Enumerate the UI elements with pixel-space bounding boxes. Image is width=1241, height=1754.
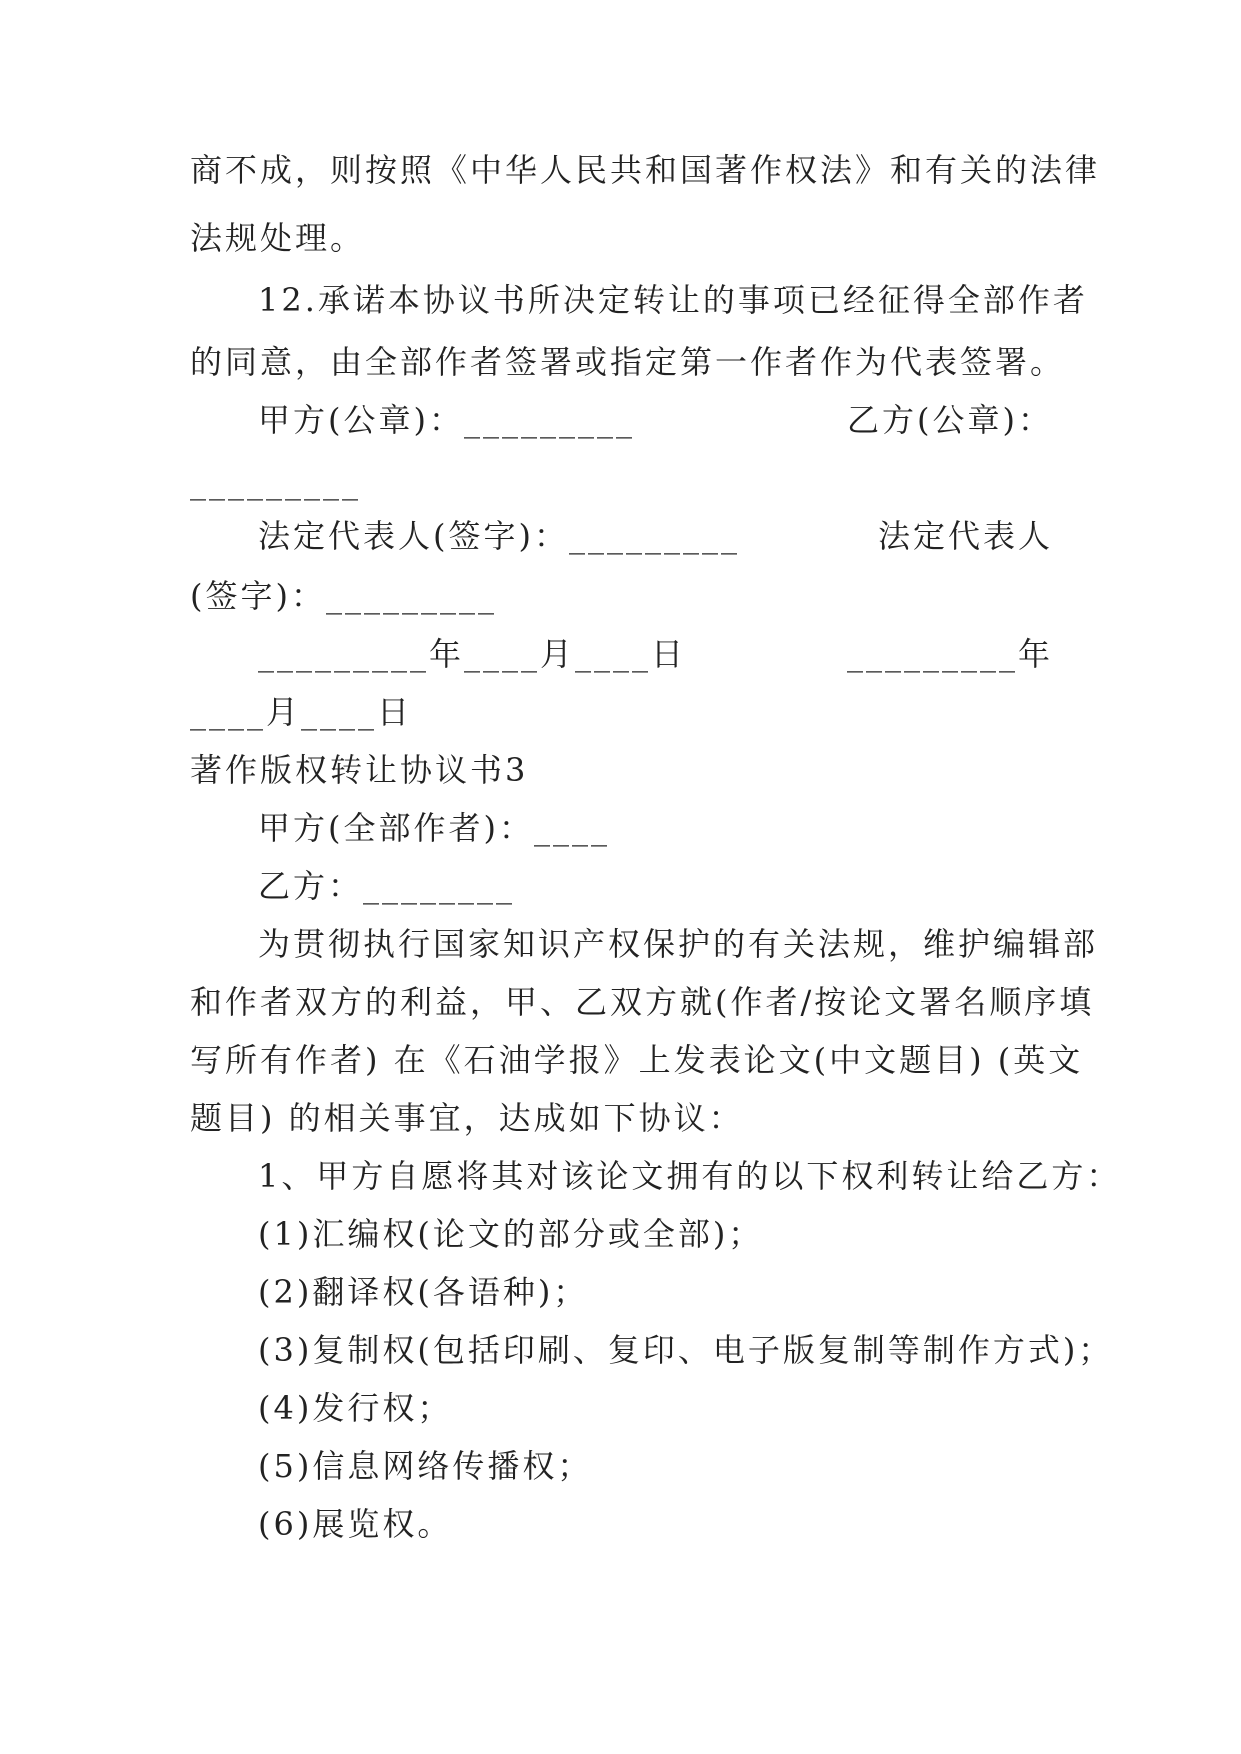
paragraph-line: 的同意，由全部作者签署或指定第一作者作为代表签署。 xyxy=(190,343,1066,381)
intro-paragraph-line: 和作者双方的利益，甲、乙双方就(作者/按论文署名顺序填 xyxy=(190,983,1095,1021)
right-item: (2)翻译权(各语种)； xyxy=(258,1273,589,1311)
right-item: (5)信息网络传播权； xyxy=(258,1447,593,1485)
party-b-signature-line: (签字)：_________ xyxy=(190,577,497,615)
intro-paragraph-line: 写所有作者) 在《石油学报》上发表论文(中文题目) (英文 xyxy=(190,1041,1084,1079)
party-a-date-line: _________年____月____日 xyxy=(258,635,687,673)
party-b-line: 乙方：________ xyxy=(258,867,516,905)
right-item: (6)展览权。 xyxy=(258,1505,453,1543)
intro-paragraph-line: 题目) 的相关事宜，达成如下协议： xyxy=(190,1099,744,1137)
party-b-seal-label: 乙方(公章)： xyxy=(847,401,1053,439)
party-b-year-line: _________年 xyxy=(846,635,1053,673)
intro-paragraph-line: 为贯彻执行国家知识产权保护的有关法规，维护编辑部 xyxy=(258,925,1099,963)
paragraph-line: 商不成，则按照《中华人民共和国著作权法》和有关的法律 xyxy=(190,151,1101,189)
party-b-date-line: ____月____日 xyxy=(190,693,413,731)
right-item: (3)复制权(包括印刷、复印、电子版复制等制作方式)； xyxy=(258,1331,1114,1369)
clause-12-line: 12.承诺本协议书所决定转让的事项已经征得全部作者 xyxy=(258,281,1088,319)
clause-1-line: 1、甲方自愿将其对该论文拥有的以下权利转让给乙方： xyxy=(258,1157,1122,1195)
party-b-representative-label: 法定代表人 xyxy=(877,517,1053,555)
paragraph-line: 法规处理。 xyxy=(190,219,366,257)
party-a-authors-line: 甲方(全部作者)：____ xyxy=(258,809,610,847)
party-a-representative-line: 法定代表人(签字)：_________ xyxy=(258,517,740,555)
right-item: (1)汇编权(论文的部分或全部)； xyxy=(258,1215,764,1253)
section-title: 著作版权转让协议书3 xyxy=(190,751,529,789)
party-b-seal-blank: _________ xyxy=(190,463,361,501)
right-item: (4)发行权； xyxy=(258,1389,453,1427)
party-a-seal-line: 甲方(公章)：_________ xyxy=(258,401,635,439)
